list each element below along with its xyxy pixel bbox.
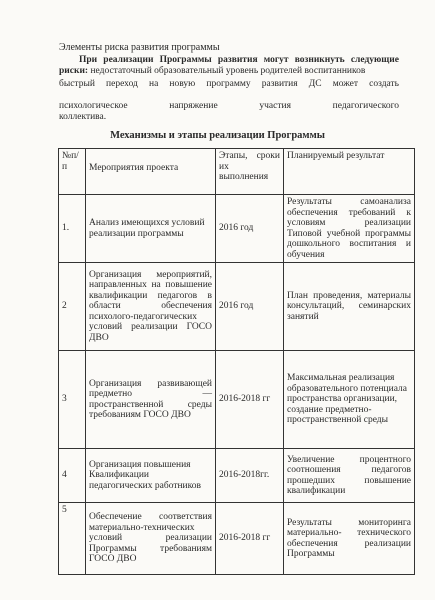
row-activity: Анализ имеющихся условий реализации программы — [86, 195, 216, 263]
risk-paragraph-line2: психологическое напряжение участия педагогического — [59, 101, 399, 111]
row-term: 2016 год — [216, 263, 284, 351]
row-term: 2016-2018 гг — [216, 503, 284, 575]
risk-intro-text: недостаточный образовательный уровень родителей воспитанников — [88, 66, 366, 76]
row-activity: Организация повышения Квалификации педагогических работников — [86, 449, 216, 503]
table-row — [59, 503, 415, 575]
table-row — [59, 195, 415, 263]
row-term: 2016-2018гг. — [216, 449, 284, 503]
risk-paragraph-line3: коллектива. — [59, 112, 107, 122]
row-term: 2016 год — [216, 195, 284, 263]
header-result: Планируемый результат — [284, 149, 415, 195]
risk-intro-paragraph — [59, 55, 399, 77]
table-row — [59, 449, 415, 503]
row-result: План проведения, материалы консультаций, семинарских занятий — [284, 263, 415, 351]
mechanisms-table — [58, 148, 415, 575]
risk-intro-bold: При реализации Программы развития могут возникнуть следующие риски: — [59, 55, 399, 76]
row-activity: Организация развивающей предметно — пространственной среды требованиям ГОСО ДВО — [86, 351, 216, 449]
table-row — [59, 263, 415, 351]
header-num: №п/п — [59, 149, 86, 195]
risk-paragraph-line1: быстрый переход на новую программу развития ДС может создать — [59, 79, 399, 89]
header-activity: Мероприятия проекта — [86, 149, 216, 195]
table-header-row — [59, 149, 415, 195]
table-row — [59, 351, 415, 449]
table-heading: Механизмы и этапы реализации Программы — [110, 130, 325, 141]
row-result: Увеличение процентного соотношения педагогов прошедших повышение квалификации — [284, 449, 415, 503]
row-activity: Обеспечение соответствия материально-технических условий реализации Программы требованиям ГОСО ДВО — [86, 503, 216, 575]
row-number: 3 — [59, 351, 86, 449]
row-number: 2 — [59, 263, 86, 351]
row-result: Результаты самоанализа обеспечения требований к условиям реализации Типовой учебной программы дошкольного воспитания и обучения — [284, 195, 415, 263]
row-term: 2016-2018 гг — [216, 351, 284, 449]
row-result: Результаты мониторинга материально- технического обеспечения реализации Программы — [284, 503, 415, 575]
section-title: Элементы риска развития программы — [59, 42, 220, 53]
row-result: Максимальная реализация образовательного потенциала пространства организации, создание предметно-пространственной среды — [284, 351, 415, 449]
row-activity: Организация мероприятий, направленных на повышение квалификации педагогов в области обеспечения психолого-педагогических условий реализации ГОСО ДВО — [86, 263, 216, 351]
header-term: Этапы, сроки их выполнения — [216, 149, 284, 195]
row-number: 5 — [59, 503, 86, 575]
row-number: 4 — [59, 449, 86, 503]
row-number: 1. — [59, 195, 86, 263]
